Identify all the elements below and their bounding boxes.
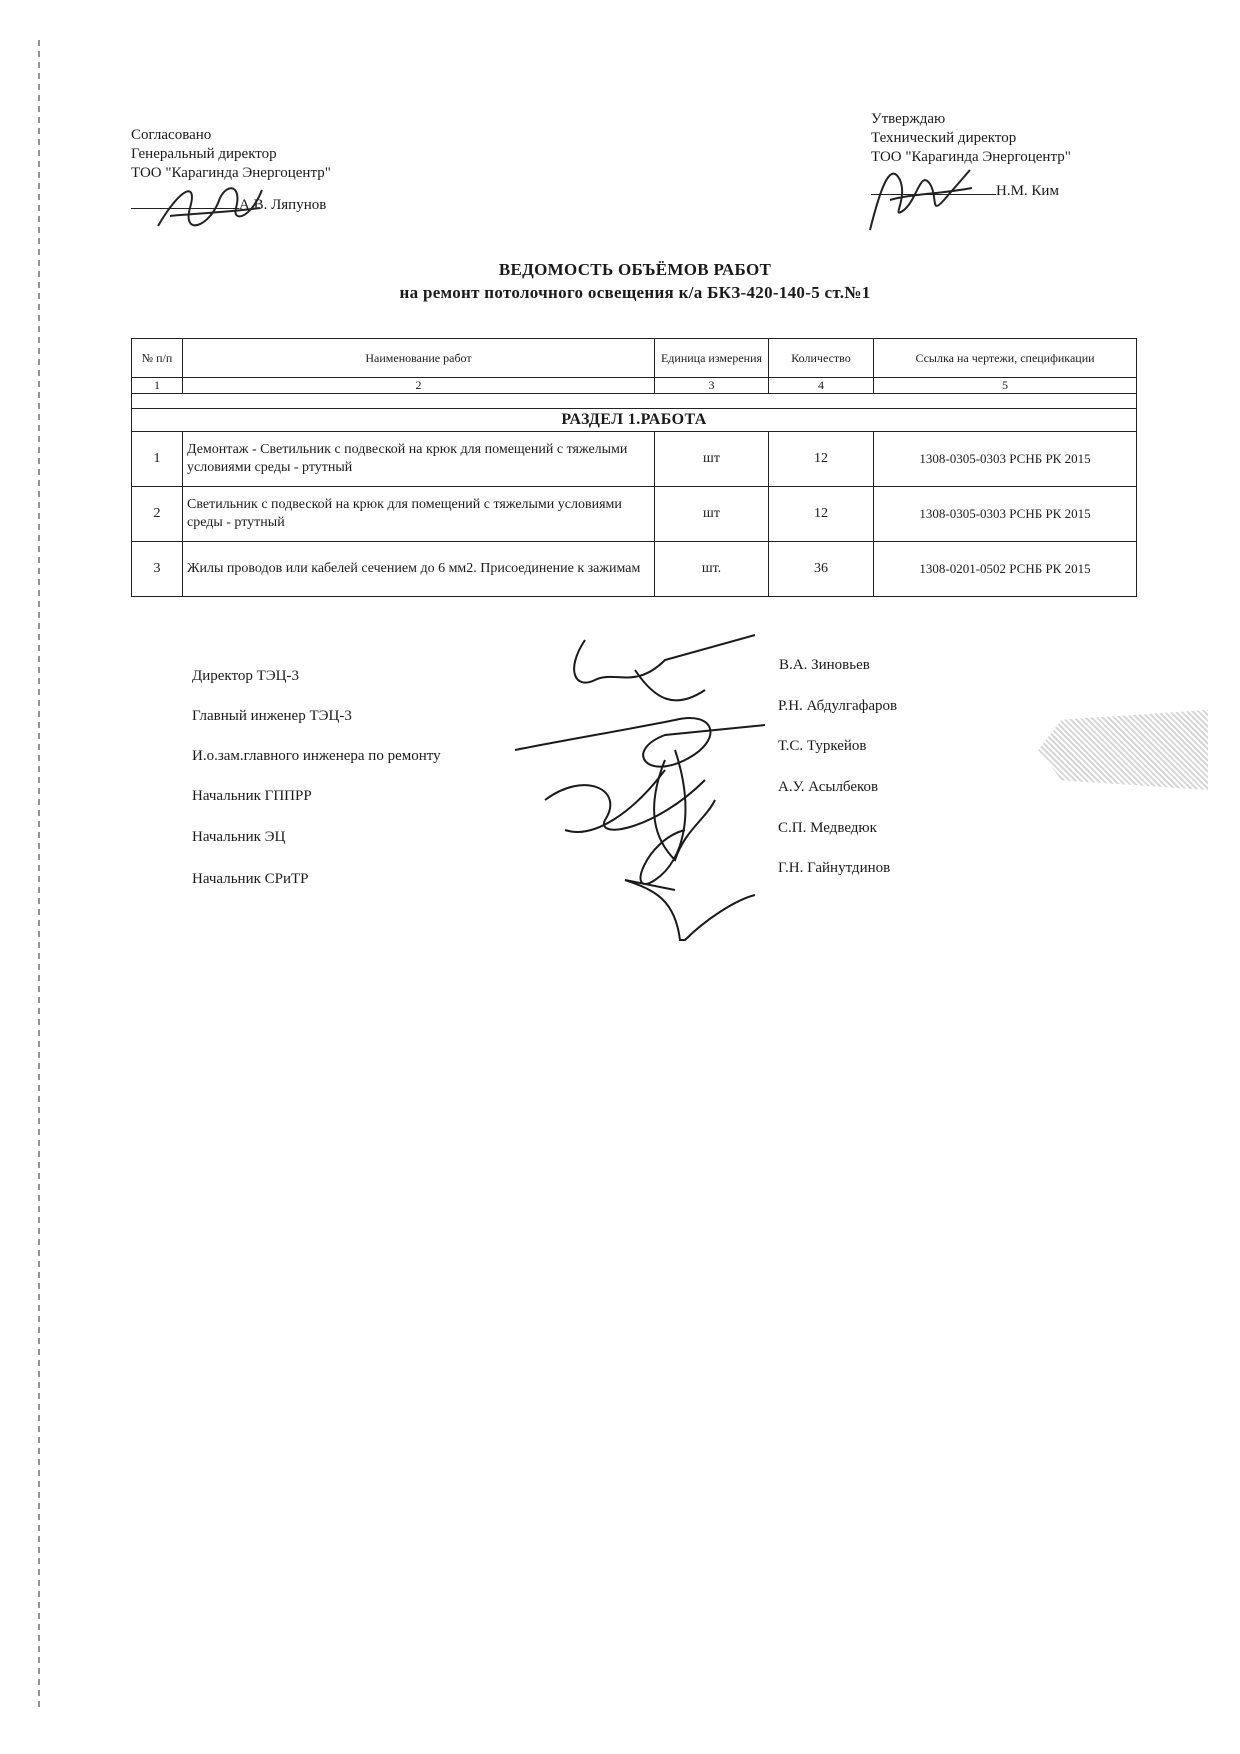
row-reference: 1308-0305-0303 РСНБ РК 2015 (874, 432, 1137, 487)
row-number: 2 (132, 487, 183, 542)
column-number: 2 (183, 378, 655, 394)
table-row (132, 487, 1137, 542)
approval-approved-heading: Утверждаю (871, 111, 946, 127)
row-work-name: Жилы проводов или кабелей сечением до 6 мм2. Присоединение к зажимам (183, 542, 655, 597)
row-work-name: Светильник с подвеской на крюк для помещений с тяжелыми условиями среды - ртутный (183, 487, 655, 542)
row-reference: 1308-0201-0502 РСНБ РК 2015 (874, 542, 1137, 597)
signatory-role: Начальник ЭЦ (192, 829, 286, 845)
signature-kim (860, 150, 980, 240)
header-cell-ref: Ссылка на чертежи, спецификации (874, 339, 1137, 378)
approval-approved-position: Технический директор (871, 130, 1017, 146)
spacer-row (132, 394, 1137, 409)
row-quantity: 12 (769, 487, 874, 542)
works-volume-table (131, 338, 1137, 597)
document-title (0, 258, 1240, 304)
row-quantity: 36 (769, 542, 874, 597)
header-cell-name: Наименование работ (183, 339, 655, 378)
row-unit: шт (655, 432, 769, 487)
section-title: РАЗДЕЛ 1.РАБОТА (132, 409, 1137, 432)
column-number: 5 (874, 378, 1137, 394)
signatory-role: Начальник СРиТР (192, 871, 309, 887)
approval-approved-company: ТОО "Карагинда Энергоцентр" (871, 149, 1071, 165)
approval-approved-name: Н.М. Ким (996, 183, 1059, 199)
signatory-name: Р.Н. Абдулгафаров (778, 698, 898, 714)
row-unit: шт. (655, 542, 769, 597)
signatory-role: Начальник ГППРР (192, 788, 312, 804)
signatory-name: В.А. Зиновьев (779, 657, 870, 673)
row-number: 3 (132, 542, 183, 597)
signatory-role: Главный инженер ТЭЦ-3 (192, 708, 352, 724)
table-header-row (132, 339, 1137, 378)
table-row (132, 542, 1137, 597)
signatory-name: Г.Н. Гайнутдинов (778, 860, 891, 876)
document-title-sub: на ремонт потолочного освещения к/а БКЗ-420-140-5 ст.№1 (399, 283, 871, 302)
column-number-row (132, 378, 1137, 394)
approval-agreed-name: А.В. Ляпунов (239, 197, 327, 213)
signatory-name: А.У. Асылбеков (778, 779, 879, 795)
section-row (132, 409, 1137, 432)
header-cell-unit: Единица измерения (655, 339, 769, 378)
row-reference: 1308-0305-0303 РСНБ РК 2015 (874, 487, 1137, 542)
signatory-name: Т.С. Туркейов (778, 738, 867, 754)
table-row (132, 432, 1137, 487)
signatory-name: С.П. Медведюк (778, 820, 877, 836)
approval-agreed-company: ТОО "Карагинда Энергоцентр" (131, 165, 331, 181)
signatory-role: И.о.зам.главного инженера по ремонту (192, 748, 441, 764)
row-number: 1 (132, 432, 183, 487)
signature-lyapunov (150, 178, 270, 238)
row-work-name: Демонтаж - Светильник с подвеской на крюк для помещений с тяжелыми условиями среды - ртутный (183, 432, 655, 487)
document-title-main: ВЕДОМОСТЬ ОБЪЁМОВ РАБОТ (498, 260, 772, 279)
signatures-cluster (505, 630, 805, 950)
header-cell-num: № п/п (132, 339, 183, 378)
faded-stamp (1038, 710, 1208, 790)
column-number: 4 (769, 378, 874, 394)
header-cell-qty: Количество (769, 339, 874, 378)
column-number: 3 (655, 378, 769, 394)
approval-agreed-heading: Согласовано (131, 127, 212, 143)
approval-agreed-position: Генеральный директор (131, 146, 277, 162)
row-unit: шт (655, 487, 769, 542)
row-quantity: 12 (769, 432, 874, 487)
signatory-role: Директор ТЭЦ-3 (192, 668, 300, 684)
column-number: 1 (132, 378, 183, 394)
